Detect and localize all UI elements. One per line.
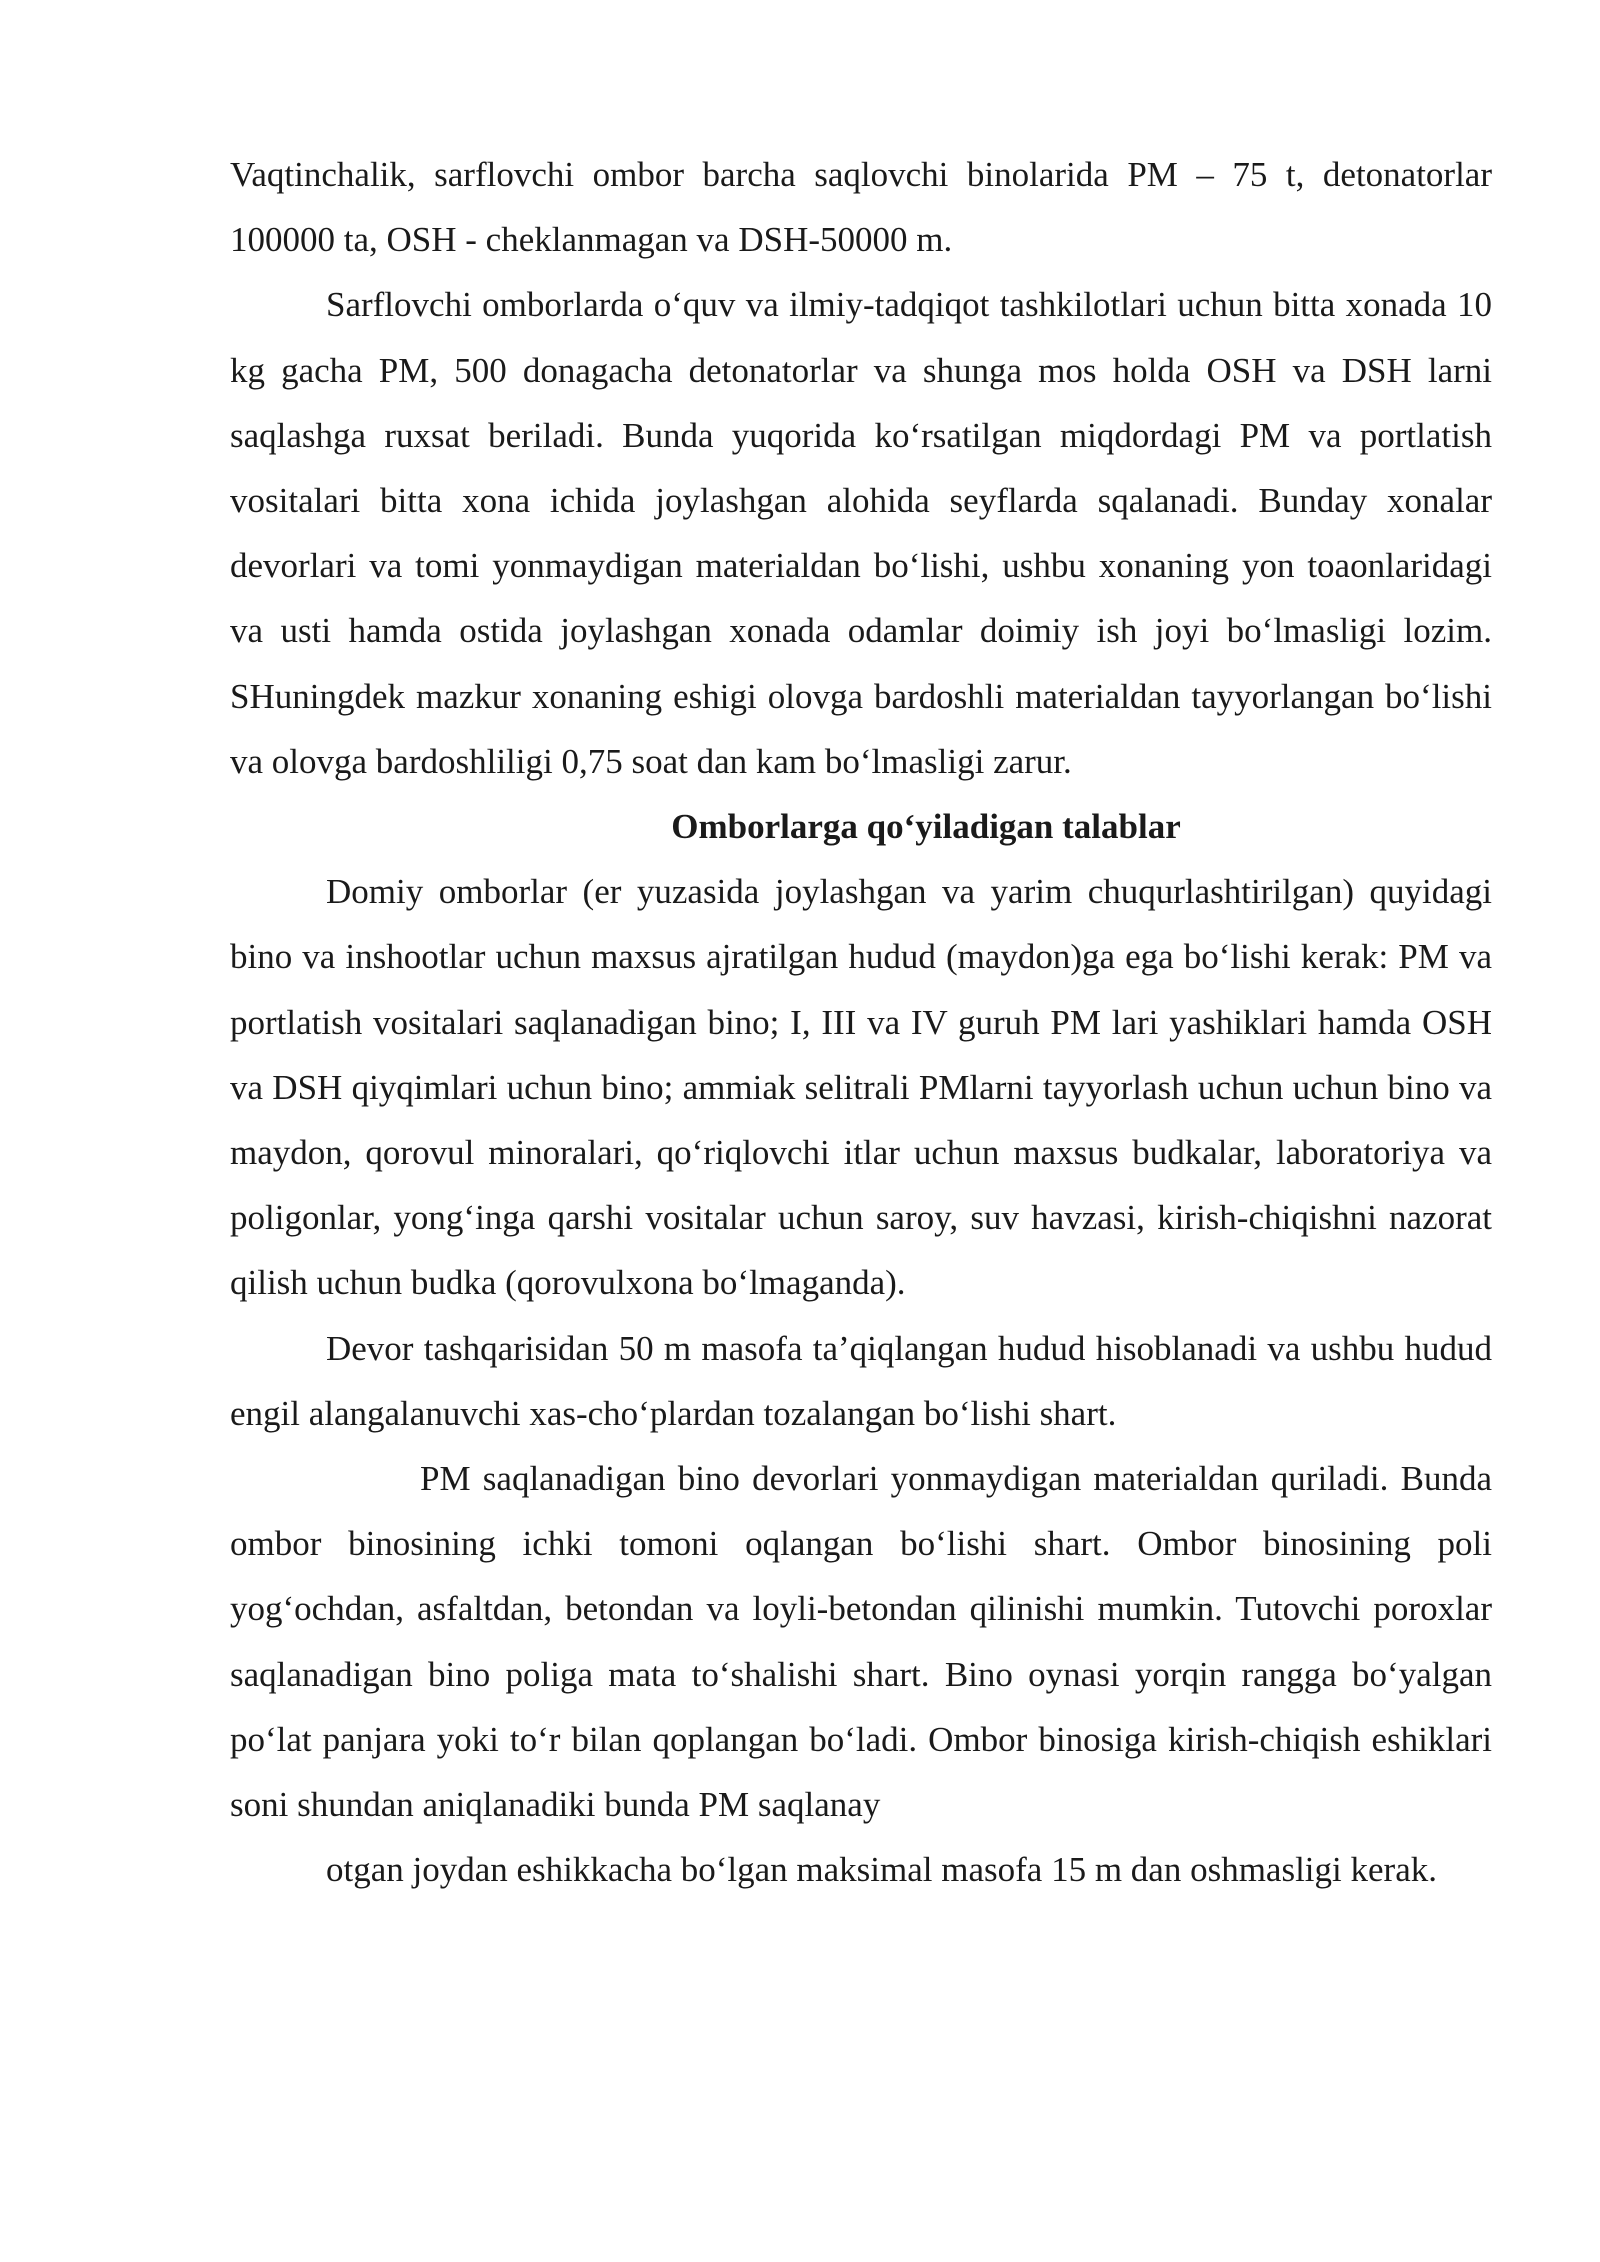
paragraph-building-walls: PM saqlanadigan bino devorlari yonmaydigan materialdan quriladi. Bunda ombor binosining ichki tomoni oqlangan bo‘lishi shart. Ombor binosining poli yog‘ochdan, asfaltdan, betondan va loyli-betondan qilinishi mumkin. Tutovchi poroxlar saqlanadigan bino poliga mata to‘shalishi shart. Bino oynasi yorqin rangga bo‘yalgan po‘lat panjara yoki to‘r bilan qoplangan bo‘ladi. Ombor binosiga kirish-chiqish eshiklari soni shundan aniqlanadiki bunda PM saqlanay [230,1459,1492,1825]
document-page [230,142,1492,1902]
paragraph-permanent-storage: Domiy omborlar (er yuzasida joylashgan va yarim chuqurlashtirilgan) quyidagi bino va inshootlar uchun maxsus ajratilgan hudud (maydon)ga ega bo‘lishi kerak: PM va portlatish vositalari saqlanadigan bino; I, III va IV guruh PM lari yashiklari hamda OSH va DSH qiyqimlari uchun bino; ammiak selitrali PMlarni tayyorlash uchun uchun bino va maydon, qorovul minoralari, qo‘riqlovchi itlar uchun maxsus budkalar, laboratoriya va poligonlar, yong‘inga qarshi vositalar uchun saroy, suv havzasi, kirish-chiqishni nazorat qilish uchun budka (qorovulxona bo‘lmaganda). [230,872,1492,1303]
paragraph-exit-distance: otgan joydan eshikkacha bo‘lgan maksimal masofa 15 m dan oshmasligi kerak. [326,1850,1437,1890]
paragraph-restricted-zone: Devor tashqarisidan 50 m masofa ta’qiqlangan hudud hisoblanadi va ushbu hudud engil alangalanuvchi xas-cho‘plardan tozalangan bo‘lishi shart. [230,1328,1492,1433]
paragraph-educational-storage: Sarflovchi omborlarda o‘quv va ilmiy-tadqiqot tashkilotlari uchun bitta xonada 10 kg gacha PM, 500 donagacha detonatorlar va shunga mos holda OSH va DSH larni saqlashga ruxsat beriladi. Bunda yuqorida ko‘rsatilgan miqdordagi PM va portlatish vositalari bitta xona ichida joylashgan alohida seyflarda sqalanadi. Bunday xonalar devorlari va tomi yonmaydigan materialdan bo‘lishi, ushbu xonaning yon toaonlaridagi va usti hamda ostida joylashgan xonada odamlar doimiy ish joyi bo‘lmasligi lozim. SHuningdek mazkur xonaning eshigi olovga bardoshli materialdan tayyorlangan bo‘lishi va olovga bardoshliligi 0,75 soat dan kam bo‘lmasligi zarur. [230,285,1492,781]
section-heading: Omborlarga qo‘yiladigan talablar [671,807,1181,847]
paragraph-storage-limits: Vaqtinchalik, sarflovchi ombor barcha saqlovchi binolarida PM – 75 t, detonatorlar 100000 ta, OSH - cheklanmagan va DSH-50000 m. [230,155,1492,260]
